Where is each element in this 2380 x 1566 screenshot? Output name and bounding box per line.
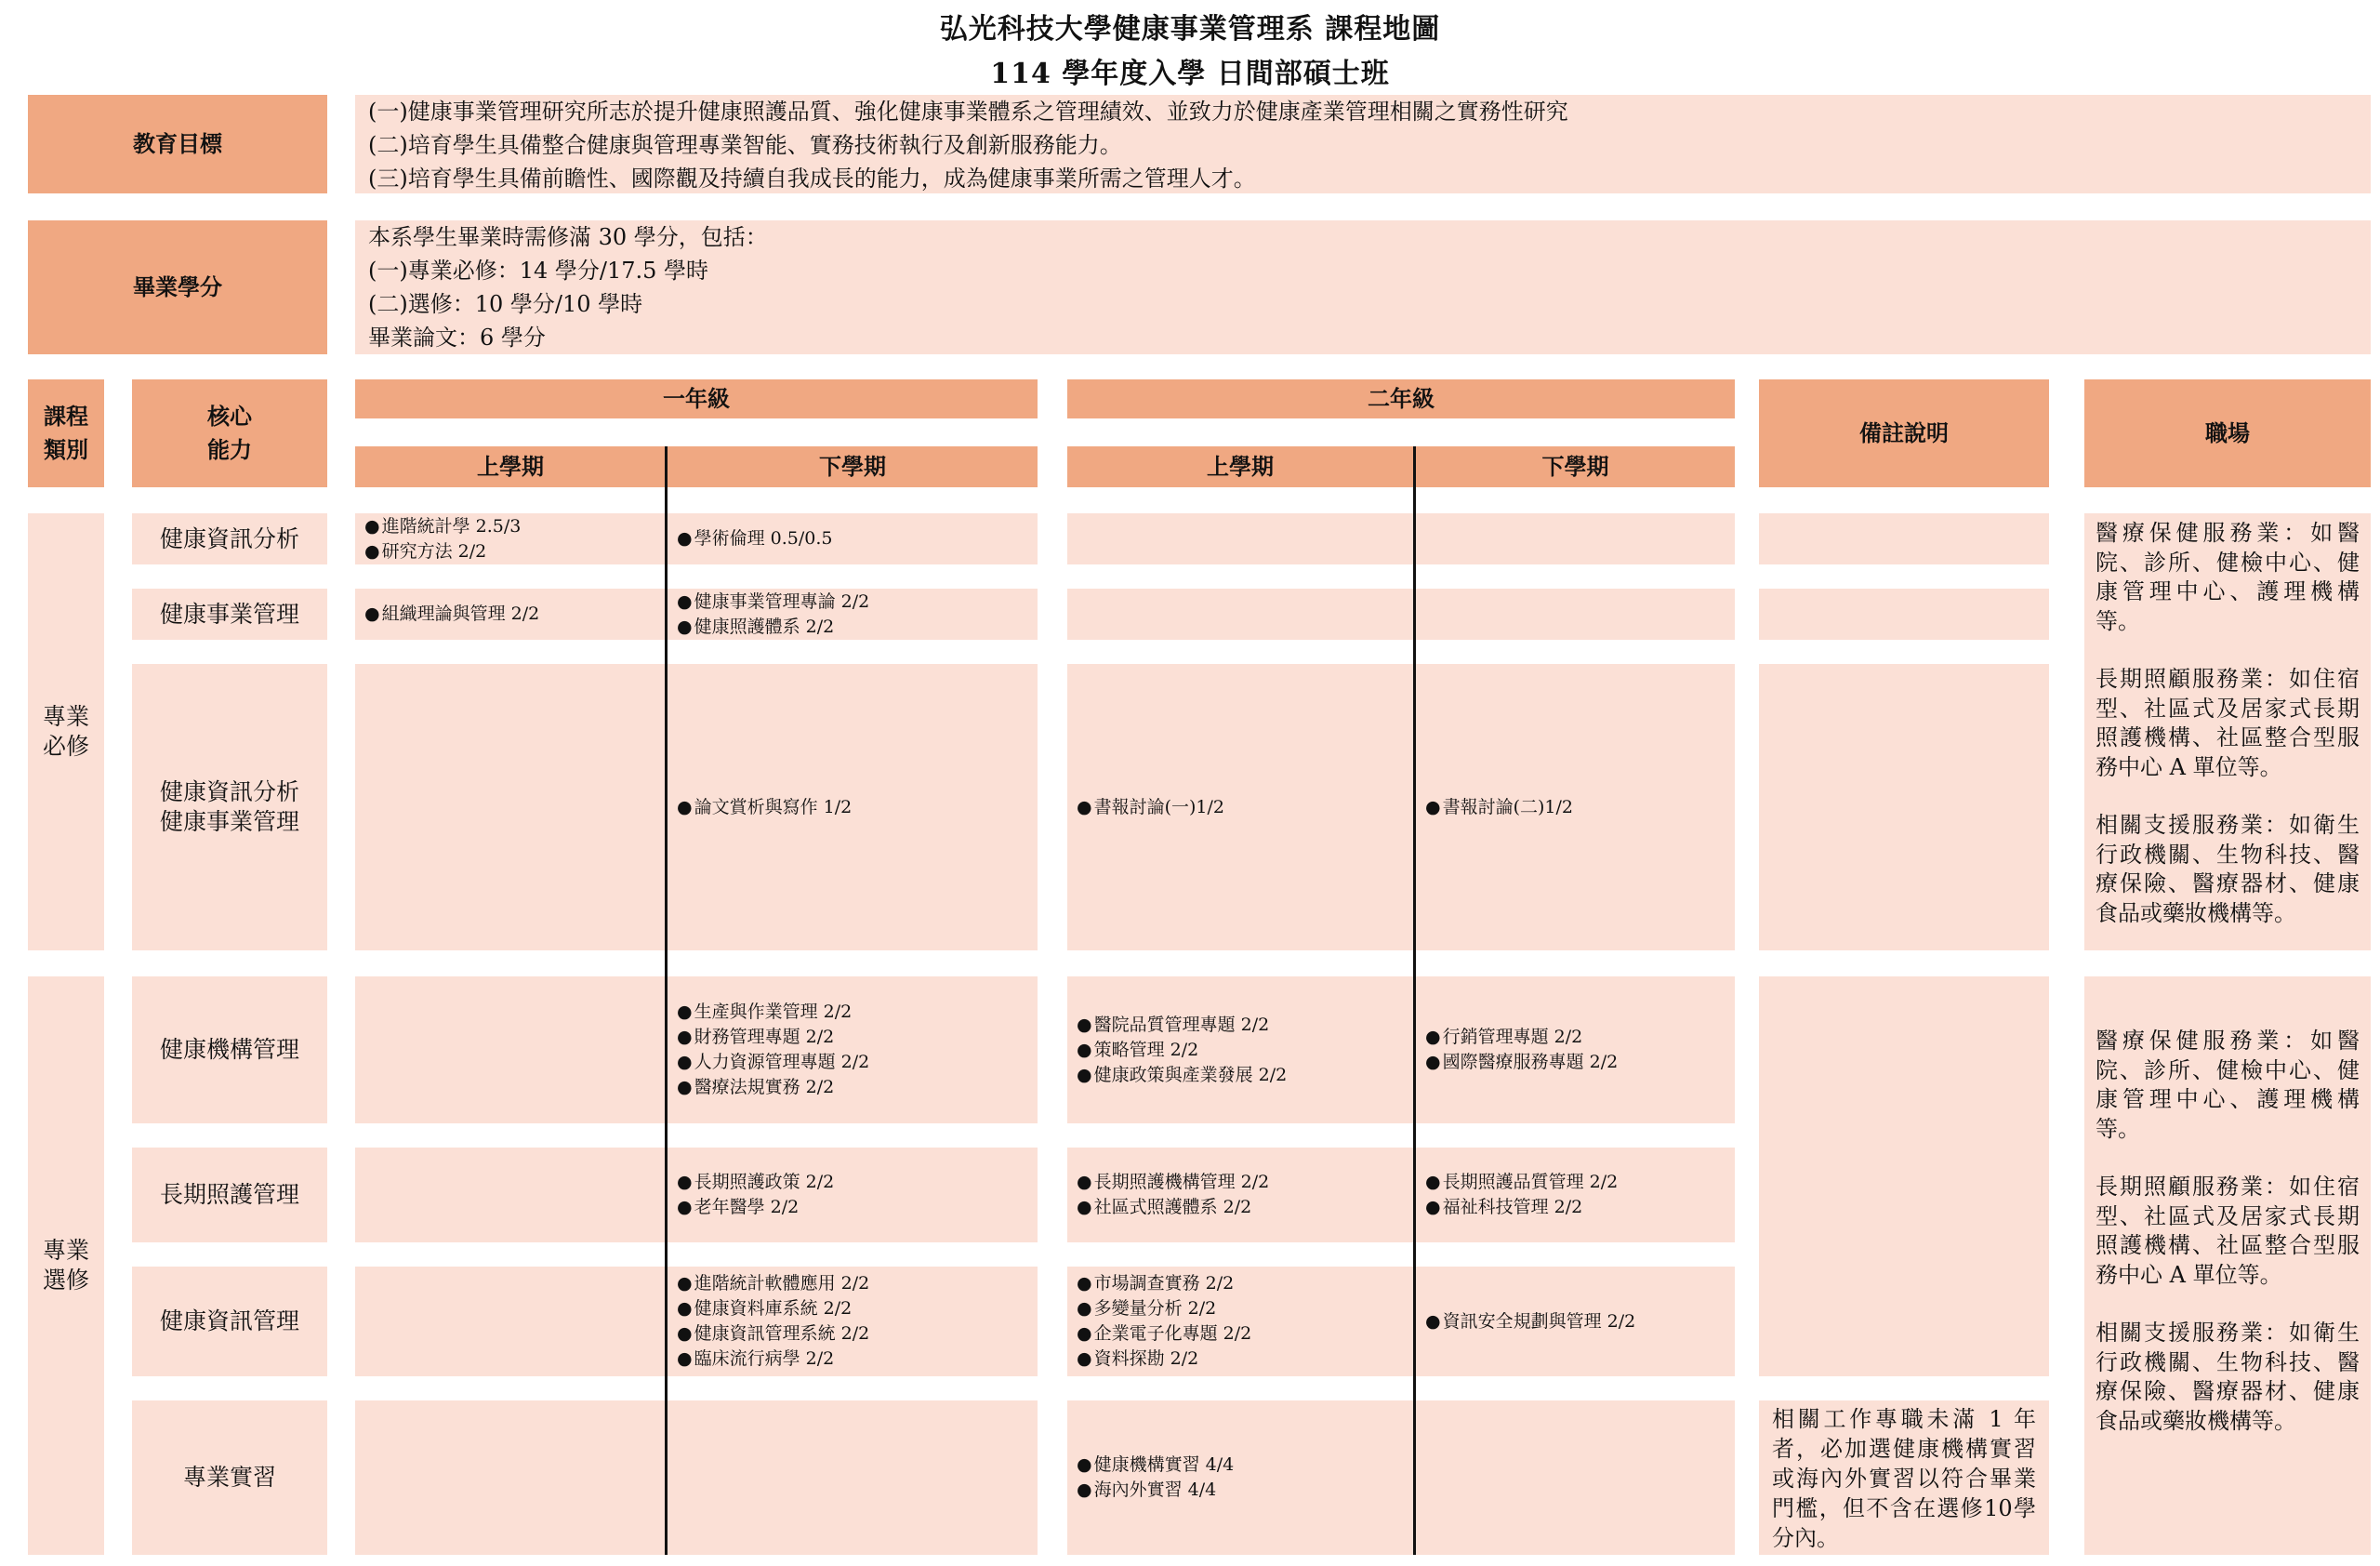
- competency-cell: 健康事業管理: [132, 589, 327, 640]
- course-item: ● 人力資源管理專題 2/2: [677, 1050, 1028, 1075]
- course-cell-y2s2: [1416, 976, 1735, 1123]
- category-required: 專業必修: [28, 513, 104, 950]
- graduation-credits-box: [355, 220, 2371, 354]
- notes-cell: [1759, 976, 2049, 1376]
- course-item: ● 國際醫療服務專題 2/2: [1425, 1050, 1726, 1075]
- course-cell-y2s2: [1416, 664, 1735, 950]
- course-item: ● 臨床流行病學 2/2: [677, 1347, 1028, 1372]
- course-item: ● 老年醫學 2/2: [677, 1195, 1028, 1220]
- course-item: ● 進階統計軟體應用 2/2: [677, 1271, 1028, 1296]
- header-y1-sem1: 上學期: [355, 446, 666, 487]
- header-y2-sem1: 上學期: [1067, 446, 1413, 487]
- career-item: 醫療保健服務業：如醫院、診所、健檢中心、健康管理中心、護理機構等。: [2096, 520, 2360, 634]
- course-cell-y2s1: [1067, 513, 1413, 564]
- competency-cell: 長期照護管理: [132, 1148, 327, 1242]
- career-item: 長期照顧服務業：如住宿型、社區式及居家式長期照護機構、社區整合型服務中心 A 單位等。: [2096, 1174, 2360, 1288]
- course-cell-y1s1: [355, 664, 666, 950]
- course-cell-y1s2: [668, 664, 1038, 950]
- course-item: ● 學術倫理 0.5/0.5: [677, 526, 1028, 551]
- course-item: ● 策略管理 2/2: [1077, 1038, 1404, 1063]
- course-item: ● 財務管理專題 2/2: [677, 1025, 1028, 1050]
- competency-cell: 專業實習: [132, 1400, 327, 1555]
- header-category: 課程類別: [28, 379, 104, 487]
- graduation-credits-item: (二)選修：10 學分/10 學時: [368, 291, 643, 317]
- course-item: ● 健康照護體系 2/2: [677, 615, 1028, 640]
- page-title: 弘光科技大學健康事業管理系 課程地圖: [939, 13, 1441, 46]
- course-item: ● 長期照護機構管理 2/2: [1077, 1170, 1404, 1195]
- course-cell-y2s1: [1067, 664, 1413, 950]
- career-item: 長期照顧服務業：如住宿型、社區式及居家式長期照護機構、社區整合型服務中心 A 單位等。: [2096, 666, 2360, 780]
- course-item: ● 資訊安全規劃與管理 2/2: [1425, 1309, 1726, 1334]
- course-cell-y2s1: [1067, 1148, 1413, 1242]
- course-cell-y1s1: [355, 1400, 666, 1555]
- career-item: 相關支援服務業：如衛生行政機關、生物科技、醫療保險、醫療器材、健康食品或藥妝機構等。: [2096, 812, 2360, 926]
- competency-cell: 健康資訊管理: [132, 1267, 327, 1376]
- semester-divider: [1413, 446, 1416, 1555]
- course-cell-y1s2: [668, 513, 1038, 564]
- competency-cell: [132, 664, 327, 950]
- career-elective: [2084, 976, 2371, 1555]
- course-item: ● 多變量分析 2/2: [1077, 1296, 1404, 1321]
- header-y2-sem2: 下學期: [1416, 446, 1735, 487]
- header-year1: 一年級: [355, 379, 1038, 418]
- course-cell-y2s1: [1067, 589, 1413, 640]
- education-goal-box: [355, 95, 2371, 193]
- competency-cell: 健康資訊分析: [132, 513, 327, 564]
- course-item: ● 市場調查實務 2/2: [1077, 1271, 1404, 1296]
- header-career: 職場: [2084, 379, 2371, 487]
- semester-divider: [665, 446, 668, 1555]
- course-item: ● 健康政策與產業發展 2/2: [1077, 1063, 1404, 1088]
- course-item: ● 福祉科技管理 2/2: [1425, 1195, 1726, 1220]
- course-item: ● 書報討論(二)1/2: [1425, 795, 1726, 820]
- course-cell-y1s1: [355, 513, 666, 564]
- course-item: ● 組織理論與管理 2/2: [364, 602, 656, 627]
- course-item: ● 健康事業管理專論 2/2: [677, 590, 1028, 615]
- header-notes: 備註說明: [1759, 379, 2049, 487]
- course-cell-y1s2: [668, 1400, 1038, 1555]
- competency-cell: 健康機構管理: [132, 976, 327, 1123]
- header-competency: 核心能力: [132, 379, 327, 487]
- course-cell-y2s1: [1067, 1267, 1413, 1376]
- education-goal-label: 教育目標: [28, 95, 327, 193]
- competency-line: 健康資訊分析: [159, 778, 299, 805]
- competency-line: 健康事業管理: [159, 808, 299, 835]
- course-item: ● 行銷管理專題 2/2: [1425, 1025, 1726, 1050]
- course-cell-y1s2: [668, 976, 1038, 1123]
- graduation-credits-item: 本系學生畢業時需修滿 30 學分，包括：: [368, 224, 768, 250]
- course-item: ● 海內外實習 4/4: [1077, 1478, 1404, 1503]
- course-item: ● 生產與作業管理 2/2: [677, 1000, 1028, 1025]
- course-item: ● 醫療法規實務 2/2: [677, 1075, 1028, 1100]
- category-elective: 專業選修: [28, 976, 104, 1555]
- course-cell-y2s2: [1416, 1267, 1735, 1376]
- course-cell-y1s2: [668, 1267, 1038, 1376]
- notes-cell: [1759, 513, 2049, 564]
- course-cell-y1s1: [355, 1148, 666, 1242]
- course-cell-y1s1: [355, 589, 666, 640]
- course-cell-y2s1: [1067, 976, 1413, 1123]
- course-cell-y2s2: [1416, 589, 1735, 640]
- header-y1-sem2: 下學期: [668, 446, 1038, 487]
- header-year2: 二年級: [1067, 379, 1735, 418]
- career-item: 相關支援服務業：如衛生行政機關、生物科技、醫療保險、醫療器材、健康食品或藥妝機構等。: [2096, 1320, 2360, 1434]
- education-goal-item: (三)培育學生具備前瞻性、國際觀及持續自我成長的能力，成為健康事業所需之管理人才。: [368, 166, 1256, 192]
- education-goal-item: (一)健康事業管理研究所志於提升健康照護品質、強化健康事業體系之管理績效、並致力於健康產業管理相關之實務性研究: [368, 99, 1568, 125]
- career-required: [2084, 513, 2371, 950]
- course-cell-y2s2: [1416, 513, 1735, 564]
- course-cell-y1s1: [355, 1267, 666, 1376]
- course-cell-y2s2: [1416, 1148, 1735, 1242]
- course-item: ● 進階統計學 2.5/3: [364, 514, 656, 539]
- graduation-credits-item: 畢業論文：6 學分: [368, 325, 546, 351]
- career-item: 醫療保健服務業：如醫院、診所、健檢中心、健康管理中心、護理機構等。: [2096, 1028, 2360, 1142]
- page-subtitle: 114 學年度入學 日間部碩士班: [990, 58, 1390, 90]
- course-item: ● 論文賞析與寫作 1/2: [677, 795, 1028, 820]
- course-cell-y2s2: [1416, 1400, 1735, 1555]
- course-item: ● 醫院品質管理專題 2/2: [1077, 1013, 1404, 1038]
- course-item: ● 社區式照護體系 2/2: [1077, 1195, 1404, 1220]
- course-item: ● 健康機構實習 4/4: [1077, 1453, 1404, 1478]
- course-item: ● 企業電子化專題 2/2: [1077, 1321, 1404, 1347]
- graduation-credits-label: 畢業學分: [28, 220, 327, 354]
- education-goal-item: (二)培育學生具備整合健康與管理專業智能、實務技術執行及創新服務能力。: [368, 132, 1122, 158]
- course-item: ● 研究方法 2/2: [364, 539, 656, 564]
- internship-note: 相關工作專職未滿 1 年者，必加選健康機構實習或海內外實習以符合畢業門檻，但不含在選修10學分內。: [1759, 1400, 2049, 1555]
- course-item: ● 長期照護品質管理 2/2: [1425, 1170, 1726, 1195]
- course-cell-y1s1: [355, 976, 666, 1123]
- notes-cell: [1759, 664, 2049, 950]
- notes-cell: [1759, 589, 2049, 640]
- course-item: ● 資料探勘 2/2: [1077, 1347, 1404, 1372]
- course-item: ● 健康資訊管理系統 2/2: [677, 1321, 1028, 1347]
- course-item: ● 長期照護政策 2/2: [677, 1170, 1028, 1195]
- graduation-credits-item: (一)專業必修：14 學分/17.5 學時: [368, 258, 709, 284]
- course-cell-y1s2: [668, 1148, 1038, 1242]
- course-item: ● 健康資料庫系統 2/2: [677, 1296, 1028, 1321]
- course-item: ● 書報討論(一)1/2: [1077, 795, 1404, 820]
- course-cell-y1s2: [668, 589, 1038, 640]
- course-cell-y2s1: [1067, 1400, 1413, 1555]
